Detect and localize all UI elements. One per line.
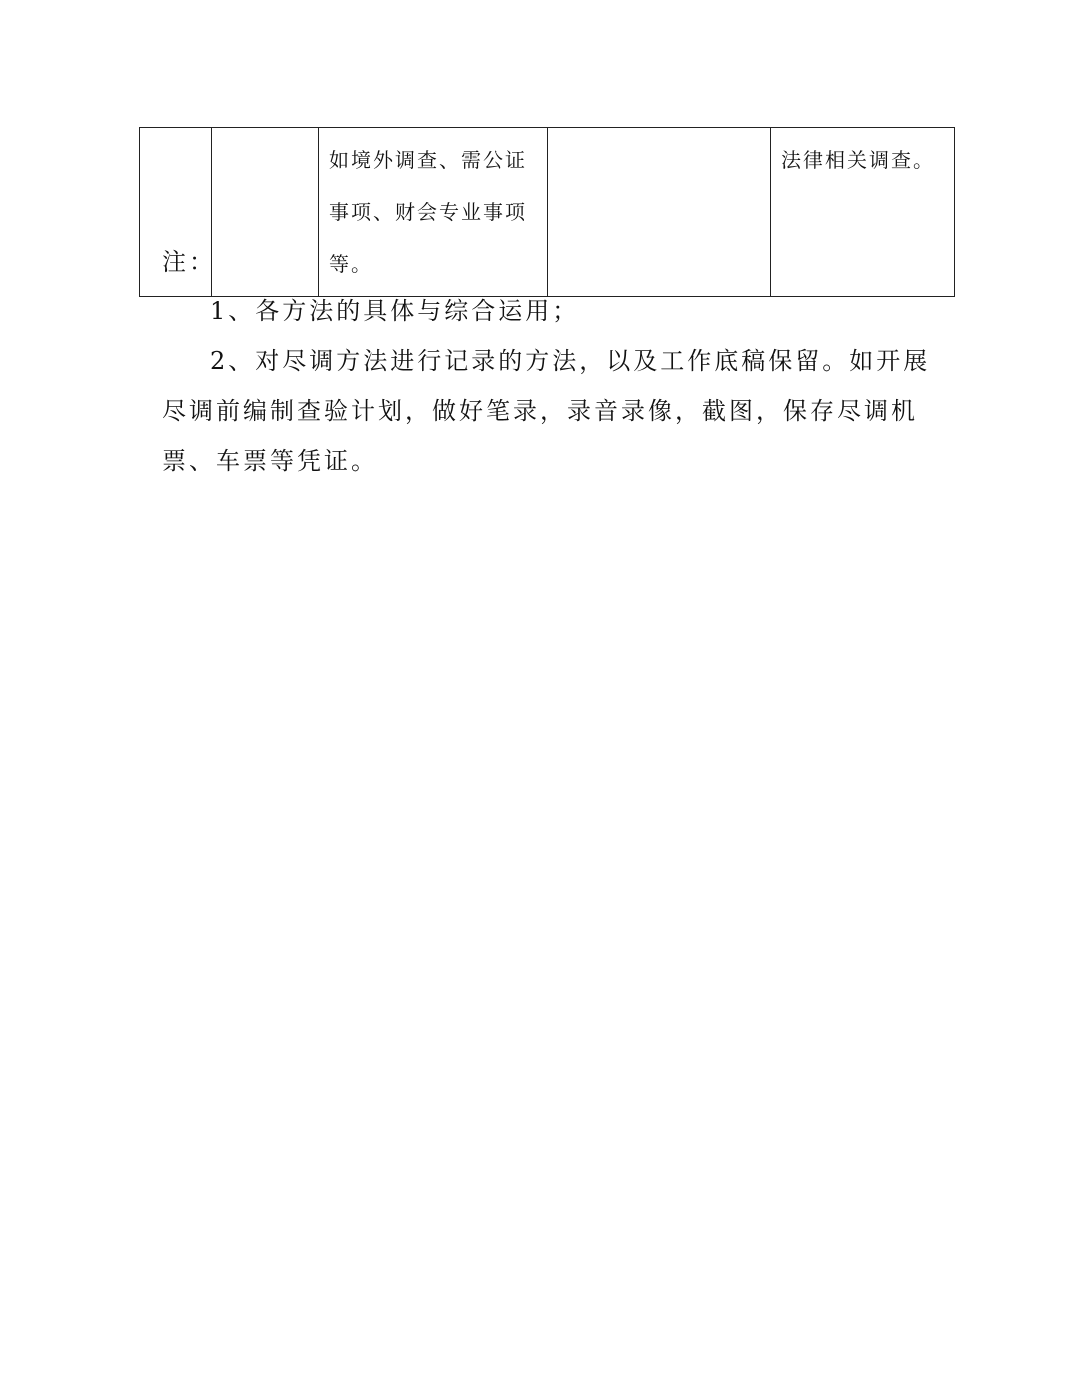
- notes-heading: 注：: [162, 248, 216, 276]
- table-cell-5: 法律相关调查。: [771, 128, 955, 297]
- note-item-1: 1、各方法的具体与综合运用；: [210, 297, 580, 325]
- note-item-2: 2、对尽调方法进行记录的方法，以及工作底稿保留。如开展尽调前编制查验计划，做好笔录，录音录像，截图，保存尽调机票、车票等凭证。: [162, 347, 931, 475]
- notes-section: [162, 238, 932, 486]
- table-cell-3: 如境外调查、需公证事项、财会专业事项等。: [319, 128, 548, 297]
